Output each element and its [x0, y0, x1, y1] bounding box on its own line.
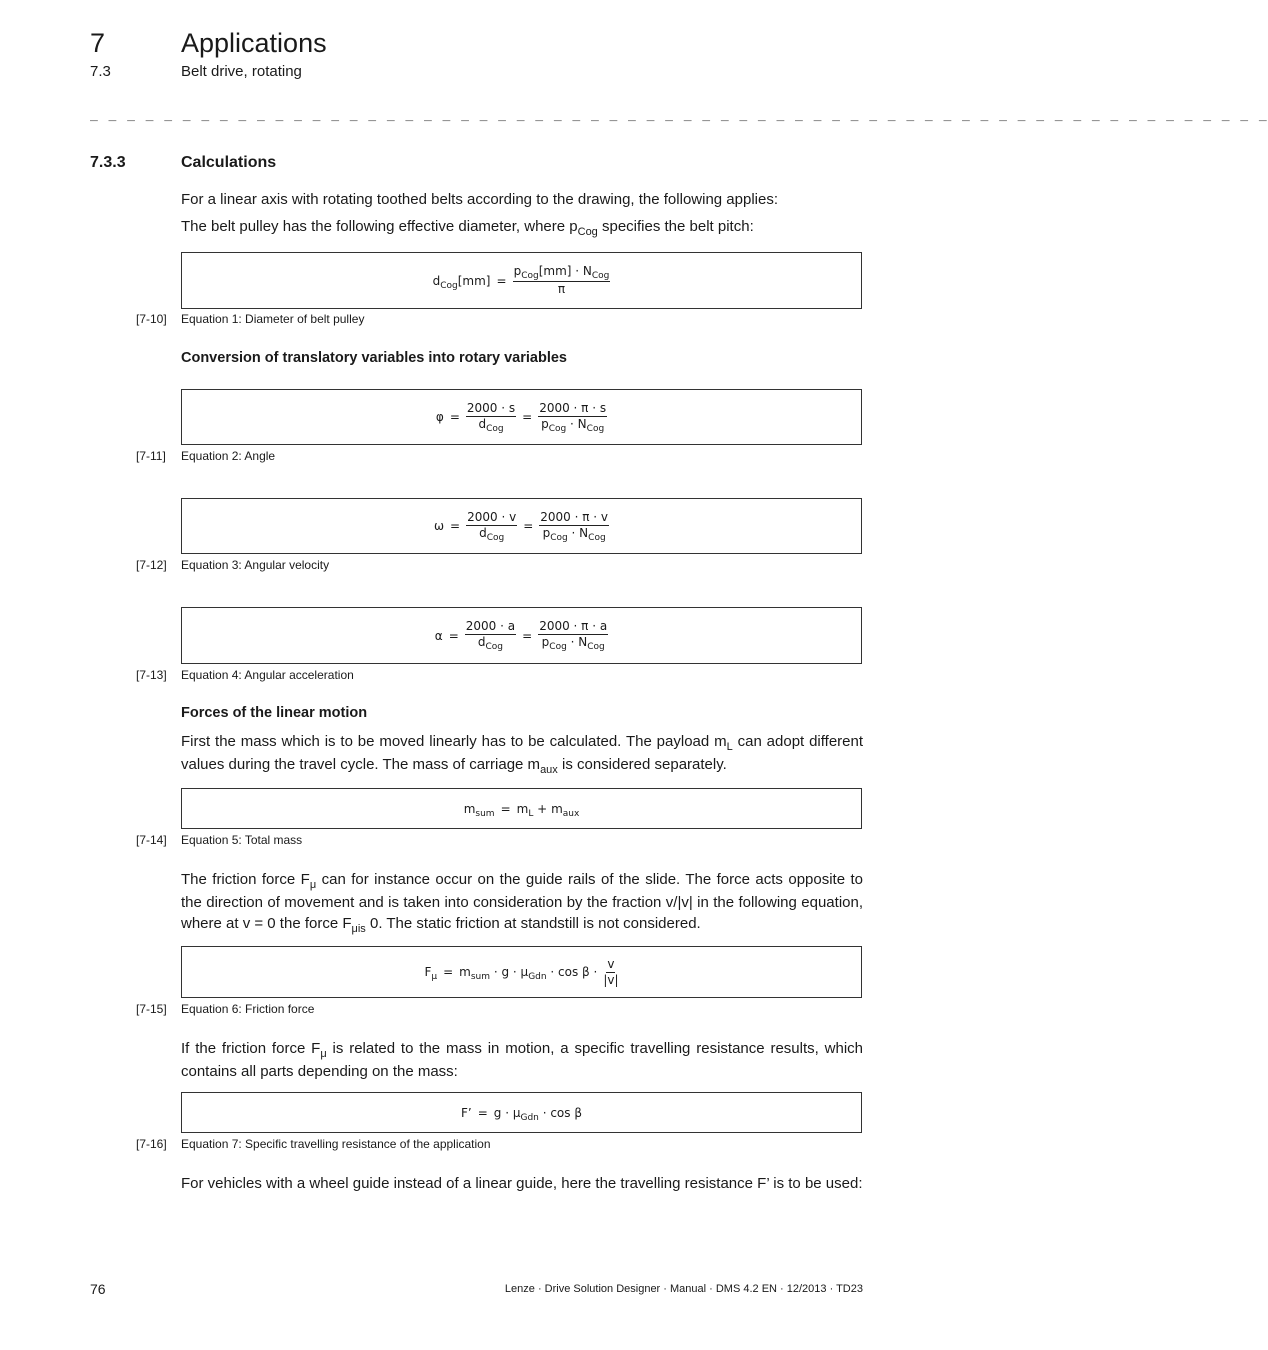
equation-number: [7-11]	[136, 449, 166, 463]
subsection-title: Calculations	[181, 154, 277, 171]
equation-specific-resistance: F’ = $g \cdot \mu_{Gdn} \cdot \cos \beta$	[460, 1105, 582, 1123]
equation-angular-acceleration: α = $\frac{2000 \cdot a}{d_{Cog}}$ = $\frac{2000 \cdot \pi \cdot a}{p_{Cog} \cdot N_{Cog}}$	[434, 619, 608, 652]
equation-box-5	[181, 788, 862, 829]
equation-box-3	[181, 498, 862, 554]
equation-diameter: $d_{Cog}[mm]$ = $\frac{p_{Cog}[mm] \cdot N_{Cog}}{\pi}$	[432, 264, 610, 296]
footer-text: Lenze · Drive Solution Designer · Manual · DMS 4.2 EN · 12/2013 · TD23	[504, 1283, 863, 1295]
intro-paragraph-1: For a linear axis with rotating toothed belts according to the drawing, the following applies:	[181, 191, 779, 208]
subsection-number: 7.3.3	[90, 154, 126, 171]
vehicles-paragraph: For vehicles with a wheel guide instead of a linear guide, here the travelling resistance F’ is to be used:	[181, 1175, 863, 1192]
equation-caption: Equation 6: Friction force	[181, 1002, 315, 1016]
friction-paragraph: The friction force $F_\mu$ can for instance occur on the guide rails of the slide. The force acts opposite to the direction of movement and is taken into consideration by the fraction v/|v| in the following equation, where at v = 0 the force $F_{\mu is}$ 0. The static friction at standstill is not considered.	[181, 871, 863, 935]
equation-box-1	[181, 252, 862, 309]
equation-angle: φ = $\frac{2000 \cdot s}{d_{Cog}}$ = $\frac{2000 \cdot \pi \cdot s}{p_{Cog} \cdot N_{Cog}}$	[435, 400, 607, 434]
chapter-number: 7	[90, 28, 106, 58]
equation-number: [7-10]	[136, 312, 167, 326]
forces-paragraph: First the mass which is to be moved linearly has to be calculated. The payload $m_L$ can adopt different values during the travel cycle. The mass of carriage $m_{aux}$ is considered separately.	[181, 733, 864, 776]
header-divider: _ _ _ _ _ _ _ _ _ _ _ _ _ _ _ _ _ _ _ _ _ _ _ _ _ _ _ _ _ _ _ _ _ _ _ _ _ _ _ _ _ _ _ _ _ _ _ _ _ _ _ _ _ _ _ _ _ _ _ _ _ _ _ _	[90, 107, 1268, 122]
chapter-title: Applications	[181, 28, 327, 58]
equation-total-mass: $m_{sum}$ = $m_L + m_{aux}$	[463, 801, 580, 819]
equation-box-7	[181, 1092, 862, 1133]
equation-caption: Equation 3: Angular velocity	[181, 558, 330, 572]
equation-number: [7-15]	[136, 1002, 167, 1016]
related-paragraph: If the friction force $F_\mu$ is related to the mass in motion, a specific travelling resistance results, which contains all parts depending on the mass:	[181, 1040, 864, 1080]
page-number: 76	[90, 1281, 106, 1297]
equation-angular-velocity: ω = $\frac{2000 \cdot v}{d_{Cog}}$ = $\frac{2000 \cdot \pi \cdot v}{p_{Cog} \cdot N_{Cog}}$	[433, 509, 609, 543]
equation-friction-force: $F_\mu$ = $m_{sum} \cdot g \cdot \mu_{Gdn} \cdot \cos \beta$ · $\frac{v}{|v|}$	[424, 956, 619, 987]
section-number: 7.3	[90, 63, 111, 80]
equation-number: [7-16]	[136, 1137, 167, 1151]
equation-caption: Equation 5: Total mass	[181, 833, 303, 847]
equation-caption: Equation 7: Specific travelling resistance of the application	[181, 1137, 491, 1151]
equation-caption: Equation 1: Diameter of belt pulley	[181, 312, 365, 326]
heading-conversion: Conversion of translatory variables into rotary variables	[181, 350, 567, 366]
section-title: Belt drive, rotating	[181, 63, 302, 80]
equation-caption: Equation 2: Angle	[181, 449, 276, 463]
equation-box-4	[181, 607, 862, 664]
equation-number: [7-12]	[136, 558, 167, 572]
equation-number: [7-13]	[136, 668, 167, 682]
equation-caption: Equation 4: Angular acceleration	[181, 668, 354, 682]
equation-number: [7-14]	[136, 833, 167, 847]
heading-forces: Forces of the linear motion	[181, 705, 368, 721]
equation-box-2	[181, 389, 862, 445]
equation-box-6	[181, 946, 862, 998]
intro-paragraph-2: The belt pulley has the following effective diameter, where $p_{Cog}$ specifies the belt pitch:	[181, 218, 754, 238]
